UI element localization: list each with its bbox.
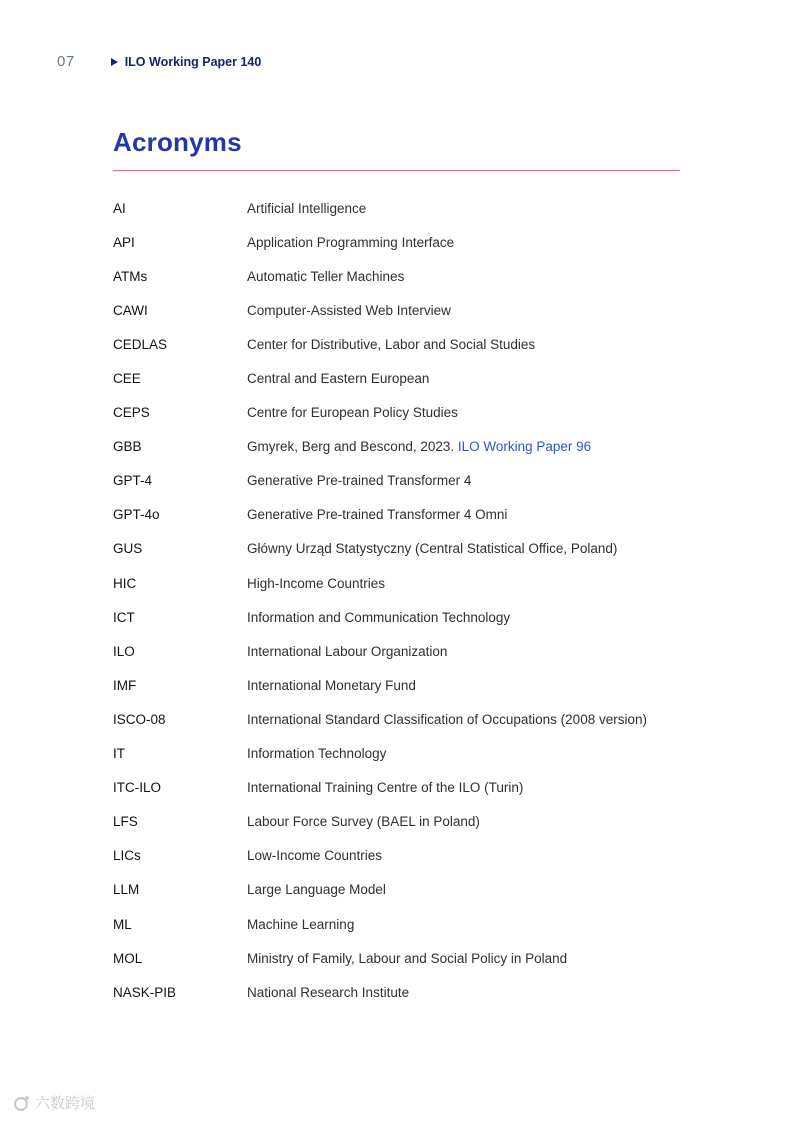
acronym-row — [113, 668, 680, 702]
acronym-abbr: AI — [113, 200, 126, 216]
acronym-abbr: LFS — [113, 814, 138, 830]
acronym-definition — [247, 303, 451, 318]
definition-text: International Training Centre of the ILO (Turin) — [247, 780, 524, 796]
acronym-definition — [247, 780, 523, 795]
acronym-row — [113, 907, 680, 941]
acronym-row — [113, 702, 680, 736]
acronym-abbr: ML — [113, 916, 132, 932]
acronym-row — [113, 805, 680, 839]
acronym-definition — [247, 814, 480, 829]
title-divider — [113, 170, 680, 171]
definition-text: Application Programming Interface — [247, 234, 455, 250]
acronym-abbr: IMF — [113, 677, 137, 693]
acronym-row — [113, 634, 680, 668]
acronym-definition — [247, 917, 354, 932]
acronym-abbr: MOL — [113, 950, 143, 966]
acronym-abbr: LLM — [113, 882, 140, 898]
acronym-abbr: CEE — [113, 371, 141, 387]
acronym-row — [113, 430, 680, 464]
acronym-abbr: NASK-PIB — [113, 984, 177, 1000]
watermark-text: 六数跨境 — [35, 1095, 96, 1112]
acronym-abbr: GPT-4o — [113, 507, 160, 523]
definition-text: Główny Urząd Statystyczny (Central Statistical Office, Poland) — [247, 541, 618, 557]
acronym-definition — [247, 371, 429, 386]
acronym-definition — [247, 269, 404, 284]
acronym-row — [113, 498, 680, 532]
acronym-row — [113, 327, 680, 361]
acronym-definition — [247, 337, 535, 352]
acronym-row — [113, 293, 680, 327]
acronym-row — [113, 975, 680, 1009]
definition-text: Labour Force Survey (BAEL in Poland) — [247, 814, 480, 830]
acronym-definition — [247, 541, 617, 556]
definition-text: Low-Income Countries — [247, 848, 383, 864]
definition-text: International Standard Classification of Occupations (2008 version) — [247, 711, 647, 727]
definition-text: Generative Pre-trained Transformer 4 — [247, 473, 472, 489]
header-title: ILO Working Paper 140 — [124, 54, 262, 69]
acronym-abbr: CEPS — [113, 405, 150, 421]
acronym-row — [113, 464, 680, 498]
main-content — [113, 0, 680, 1009]
acronym-row — [113, 737, 680, 771]
acronym-row — [113, 771, 680, 805]
acronym-definition — [247, 951, 567, 966]
definition-text: High-Income Countries — [247, 575, 386, 591]
acronym-definition — [247, 985, 409, 1000]
acronym-row — [113, 566, 680, 600]
acronym-definition — [247, 610, 510, 625]
acronym-definition — [247, 439, 591, 454]
acronym-list — [113, 191, 680, 1009]
definition-text: Generative Pre-trained Transformer 4 Omni — [247, 507, 508, 523]
definition-text: International Labour Organization — [247, 643, 448, 659]
acronym-row — [113, 873, 680, 907]
acronym-abbr: CEDLAS — [113, 336, 168, 352]
acronym-definition — [247, 746, 386, 761]
acronym-row — [113, 839, 680, 873]
acronym-row — [113, 941, 680, 975]
acronym-definition — [247, 882, 386, 897]
acronym-definition — [247, 576, 385, 591]
acronym-definition — [247, 644, 447, 659]
acronym-abbr: ATMs — [113, 268, 148, 284]
acronym-definition — [247, 678, 416, 693]
acronym-row — [113, 225, 680, 259]
acronym-abbr: API — [113, 234, 135, 250]
acronym-row — [113, 361, 680, 395]
acronym-definition — [247, 405, 458, 420]
acronym-abbr: CAWI — [113, 302, 148, 318]
definition-text: Centre for European Policy Studies — [247, 405, 458, 421]
acronym-definition — [247, 507, 507, 522]
watermark — [13, 1092, 95, 1113]
watermark-logo-icon — [13, 1094, 31, 1112]
definition-text: International Monetary Fund — [247, 677, 416, 693]
definition-text: Central and Eastern European — [247, 371, 430, 387]
page-number: 07 — [57, 53, 75, 70]
acronym-abbr: ITC-ILO — [113, 780, 162, 796]
definition-text: National Research Institute — [247, 984, 410, 1000]
page-title: Acronyms — [113, 127, 242, 157]
definition-link[interactable]: ILO Working Paper 96 — [457, 439, 592, 455]
definition-text: Machine Learning — [247, 916, 355, 932]
definition-text: Computer-Assisted Web Interview — [247, 302, 451, 318]
acronym-definition — [247, 473, 471, 488]
acronym-row — [113, 532, 680, 566]
acronym-abbr: GBB — [113, 439, 142, 455]
acronym-definition — [247, 848, 382, 863]
acronym-row — [113, 259, 680, 293]
definition-text: Large Language Model — [247, 882, 386, 898]
acronym-abbr: IT — [113, 746, 125, 762]
definition-text: Ministry of Family, Labour and Social Policy in Poland — [247, 950, 568, 966]
acronym-abbr: ICT — [113, 609, 135, 625]
acronym-abbr: GPT-4 — [113, 473, 153, 489]
acronym-row — [113, 600, 680, 634]
acronym-definition — [247, 201, 366, 216]
acronym-row — [113, 191, 680, 225]
acronym-definition — [247, 235, 454, 250]
definition-text: Automatic Teller Machines — [247, 268, 405, 284]
definition-text: Information Technology — [247, 746, 387, 762]
acronym-abbr: GUS — [113, 541, 143, 557]
acronym-abbr: ISCO-08 — [113, 711, 166, 727]
definition-text: Gmyrek, Berg and Bescond, 2023. — [247, 439, 458, 455]
definition-text: Artificial Intelligence — [247, 200, 367, 216]
definition-text: Information and Communication Technology — [247, 609, 511, 625]
acronym-abbr: HIC — [113, 575, 137, 591]
acronym-abbr: LICs — [113, 848, 141, 864]
acronym-abbr: ILO — [113, 643, 135, 659]
acronym-row — [113, 396, 680, 430]
acronym-definition — [247, 712, 647, 727]
definition-text: Center for Distributive, Labor and Social Studies — [247, 336, 536, 352]
